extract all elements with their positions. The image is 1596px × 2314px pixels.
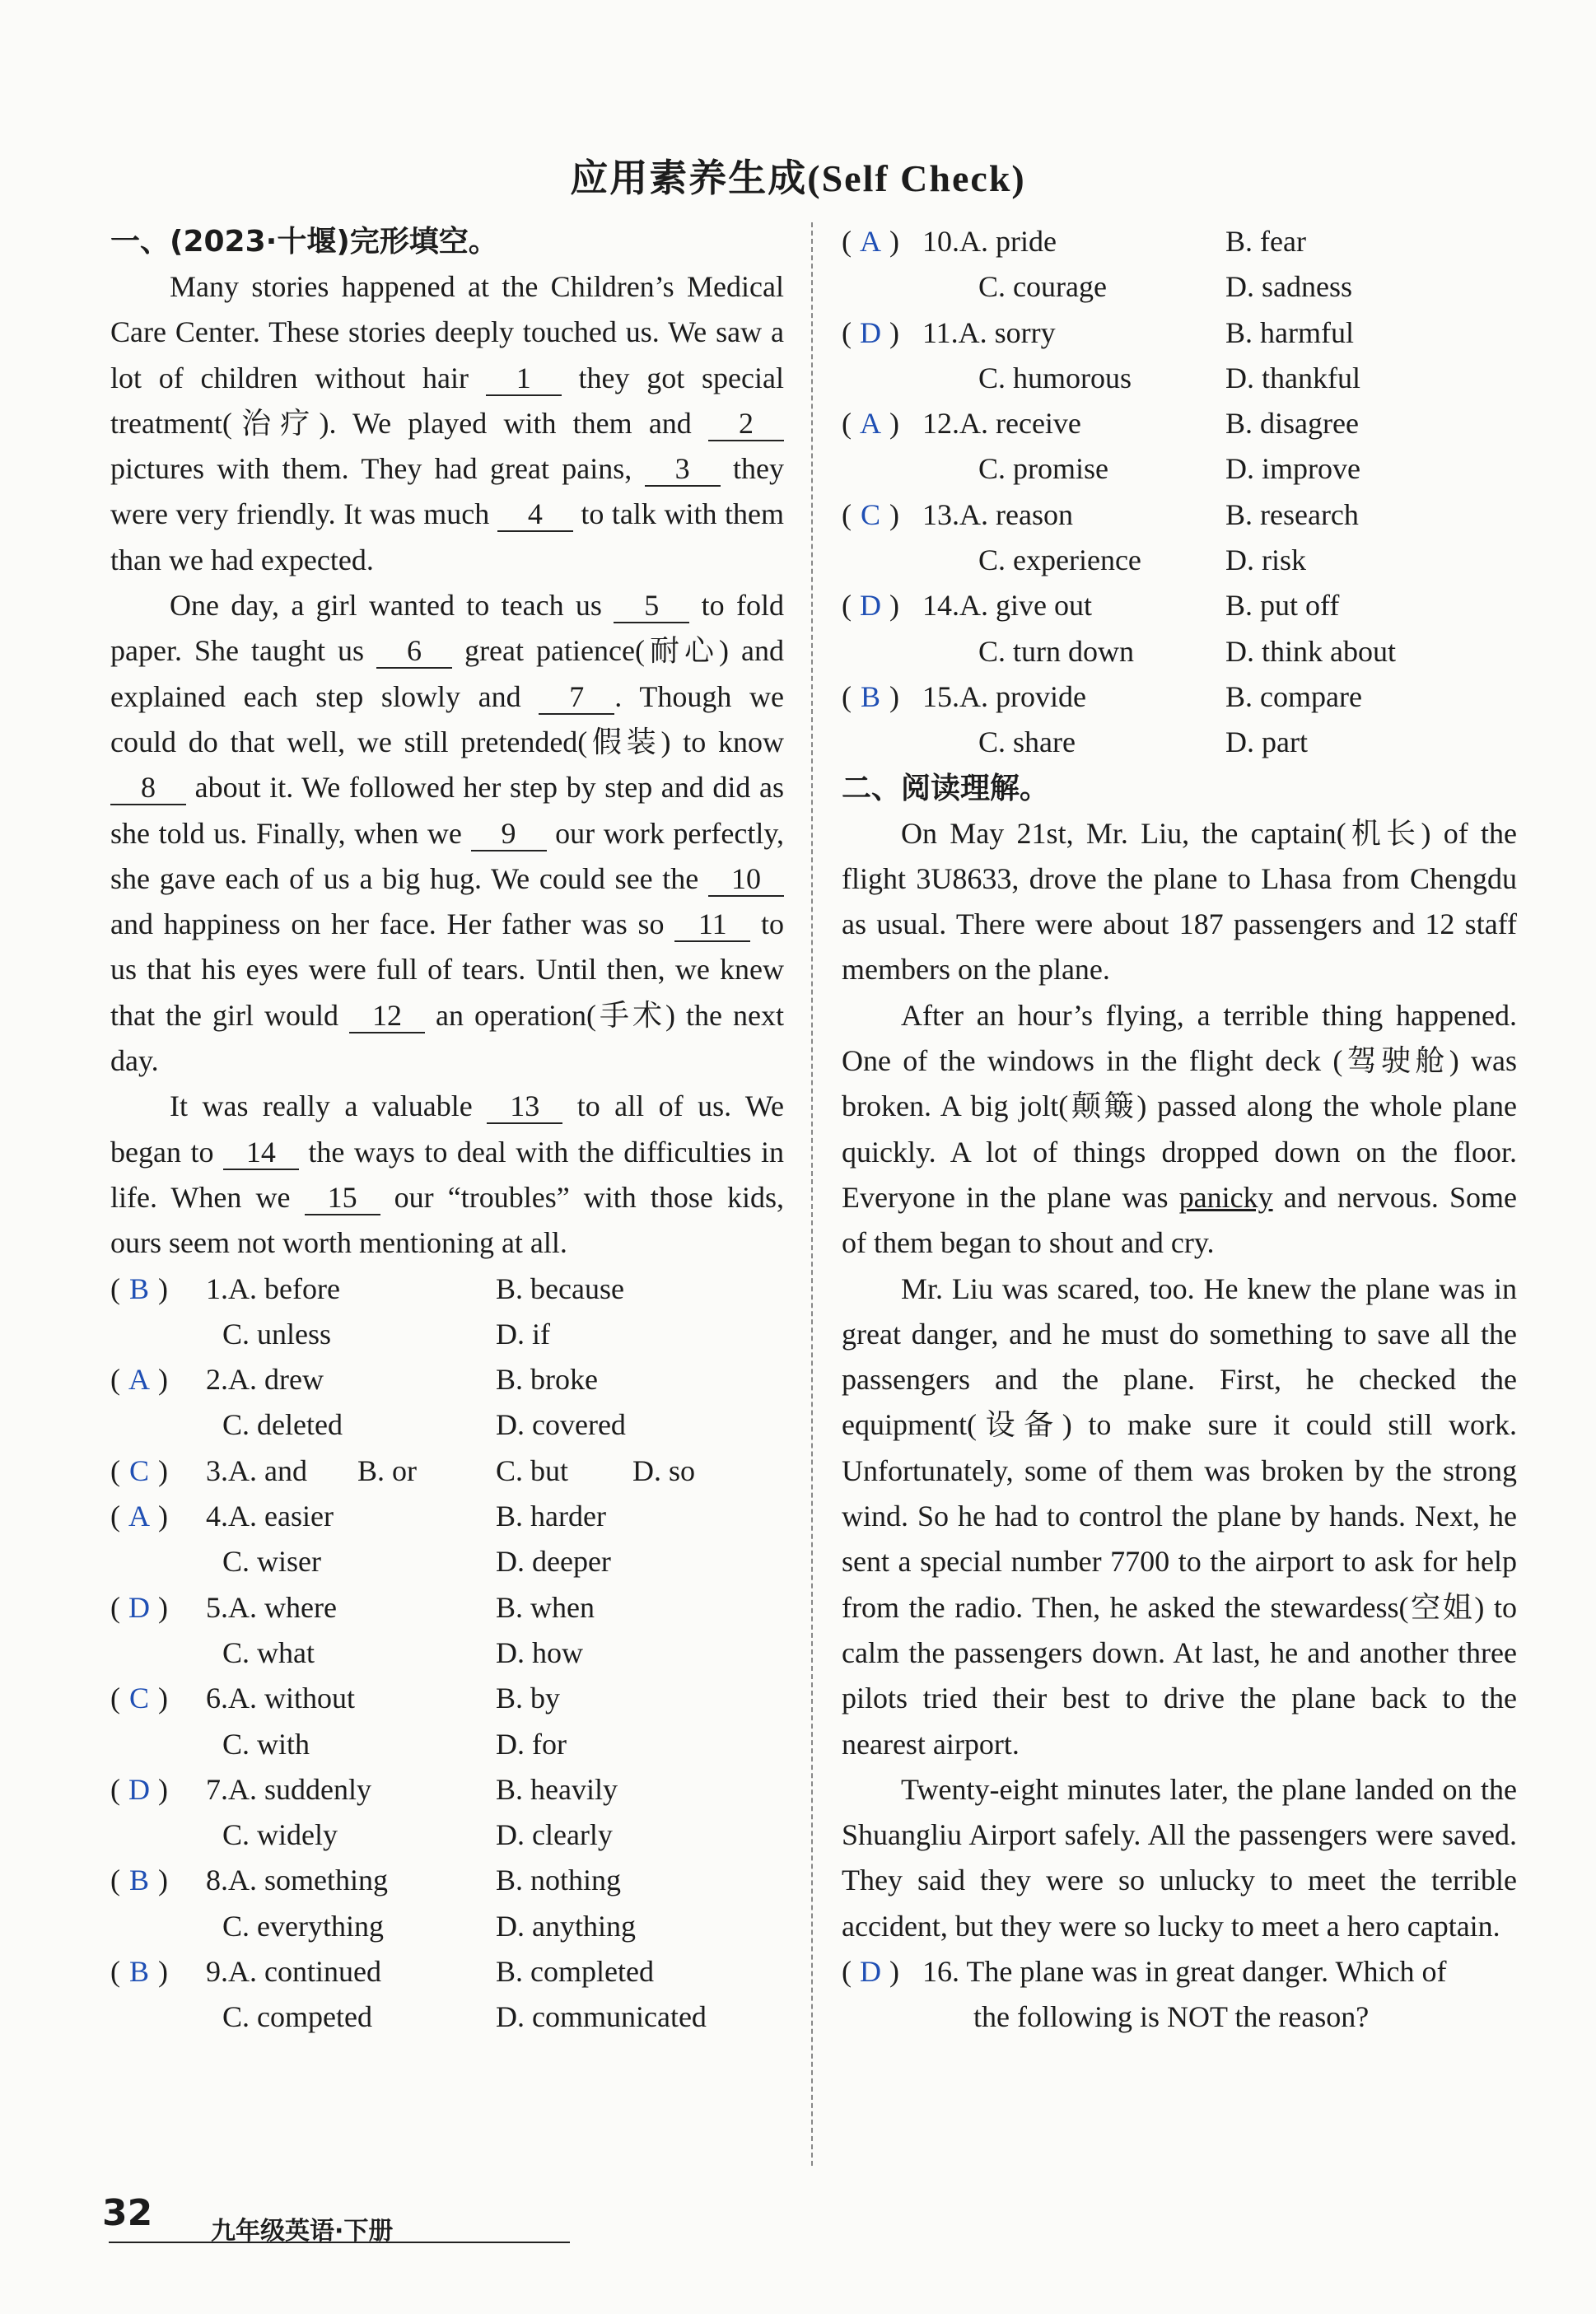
cloze-text: the ways to deal with the difficulties in life. When we	[110, 1135, 784, 1214]
option-d: D. risk	[1225, 544, 1306, 577]
answer-letter: C	[860, 497, 880, 531]
cloze-text: . Though we could do that well, we still pretended(假装) to know	[110, 679, 784, 758]
answer-bracket: ( C )	[110, 1676, 168, 1721]
option-c: C. with	[222, 1727, 310, 1761]
option-c: C. promise	[978, 452, 1108, 486]
question-row	[110, 1949, 784, 1994]
page-footer	[102, 2192, 394, 2246]
question-row	[110, 1676, 784, 1721]
answer-bracket: ( A )	[110, 1357, 168, 1402]
cloze-text: an operation(手术) the next day.	[110, 998, 784, 1078]
question-stem	[206, 1357, 324, 1402]
answer-bracket: ( D )	[842, 583, 899, 628]
cloze-blank[interactable]: 12	[349, 999, 425, 1033]
cloze-text: to all of us. We began to	[110, 1089, 785, 1169]
cloze-blank[interactable]: 14	[223, 1136, 299, 1170]
answer-letter: D	[128, 1772, 150, 1806]
question-row	[842, 674, 1517, 720]
option-a: A. something	[228, 1864, 388, 1897]
question-stem	[206, 1858, 388, 1903]
cloze-passage	[110, 264, 784, 1267]
cloze-text: to talk with them than we had expected.	[110, 497, 784, 576]
cloze-blank[interactable]: 1	[486, 362, 562, 396]
option-c: C. deleted	[222, 1408, 343, 1442]
option-b: B. fear	[1225, 225, 1306, 258]
question-row	[842, 356, 1517, 401]
option-a: A. without	[228, 1682, 356, 1715]
question-number: 4.	[206, 1500, 228, 1533]
cloze-text: It was really a valuable	[170, 1089, 488, 1123]
section1-heading: 一、(2023·十堰)完形填空。	[110, 225, 498, 259]
option-a: A. sorry	[958, 315, 1056, 349]
option-c: C. competed	[222, 2000, 372, 2034]
option-c: C. share	[978, 725, 1076, 759]
option-b: B. because	[496, 1271, 624, 1305]
section2-heading: 二、阅读理解。	[842, 771, 1050, 805]
question-row	[842, 401, 1517, 446]
question-row	[110, 1494, 784, 1539]
option-b: B. nothing	[496, 1864, 622, 1897]
reading-p2-part1: After an hour’s flying, a terrible thing happened. One of the windows in the flight deck (驾驶舱) was broken. A big jolt(颠簸) passed along the whole plane quickly. A lot of things dropped down on the floor. Everyone in the plane was	[842, 998, 1517, 1214]
option-b: B. completed	[496, 1954, 654, 1988]
question-row	[110, 1267, 784, 1312]
question-16-line1: 16. The plane was in great danger. Which of	[922, 1954, 1447, 1988]
cloze-blank[interactable]: 11	[674, 907, 750, 942]
question-row	[110, 1904, 784, 1949]
page-title: 应用素养生成(Self Check)	[570, 157, 1026, 199]
question-number: 15.	[922, 679, 959, 713]
option-a: A. and	[228, 1453, 307, 1487]
answer-letter: A	[128, 1363, 150, 1397]
cloze-blank[interactable]: 7	[539, 680, 614, 715]
answer-bracket: ( A )	[842, 401, 899, 446]
question-stem	[922, 310, 1056, 356]
cloze-blank[interactable]: 10	[708, 862, 784, 897]
cloze-blank[interactable]: 9	[471, 817, 547, 851]
answer-letter: A	[128, 1500, 150, 1533]
cloze-text: to us that his eyes were full of tears. Until then, we knew that the girl would	[110, 907, 784, 1032]
cloze-text: pictures with them. They had great pains,	[110, 452, 645, 486]
page-number: 32	[102, 2192, 153, 2234]
question-stem	[922, 219, 1057, 264]
reading-p2-part2: and nervous. Some of them began to shout and cry.	[842, 1180, 1517, 1260]
option-b: B. when	[496, 1590, 595, 1624]
question-row	[842, 492, 1517, 538]
answer-letter: A	[860, 225, 881, 258]
option-d: D. think about	[1225, 634, 1396, 668]
option-d: D. clearly	[496, 1818, 613, 1852]
answer-bracket: ( A )	[110, 1494, 168, 1539]
question-stem	[206, 1949, 381, 1994]
answer-bracket: ( D )	[842, 310, 899, 356]
question-row	[110, 1402, 784, 1448]
question-number: 11.	[922, 315, 959, 349]
question-number: 12.	[922, 407, 959, 441]
option-a: A. drew	[228, 1363, 324, 1397]
cloze-blank[interactable]: 2	[708, 407, 784, 441]
question-stem	[206, 1767, 371, 1812]
answer-bracket: ( C )	[110, 1449, 168, 1494]
option-c: C. unless	[222, 1317, 332, 1351]
option-c: C. but	[496, 1453, 569, 1487]
option-a: A. before	[228, 1271, 340, 1305]
question-number: 14.	[922, 589, 959, 623]
question-stem	[206, 1676, 355, 1721]
reading-paragraph-4: Twenty-eight minutes later, the plane landed on the Shuangliu Airport safely. All the passengers were saved. They said they were so unlucky to meet the terrible accident, but they were so lucky to meet a hero captain.	[842, 1772, 1517, 1943]
option-d: D. anything	[496, 1909, 636, 1943]
reading-paragraph-1: On May 21st, Mr. Liu, the captain(机长) of the flight 3U8633, drove the plane to Lhasa from Chengdu as usual. There were about 187 passengers and 12 staff members on the plane.	[842, 816, 1517, 987]
question-row	[110, 1631, 784, 1676]
question-row	[110, 1357, 784, 1402]
answer-letter: D	[860, 1954, 881, 1988]
question-row	[110, 1994, 784, 2040]
answer-bracket: ( B )	[110, 1267, 168, 1312]
cloze-blank[interactable]: 8	[110, 771, 186, 805]
cloze-blank[interactable]: 4	[497, 497, 573, 532]
underlined-word: panicky	[1178, 1180, 1273, 1214]
question-16-line2: the following is NOT the reason?	[973, 2000, 1370, 2034]
option-c: C. courage	[978, 270, 1107, 304]
cloze-text: they got special treatment(治疗). We played with them and	[110, 361, 784, 440]
option-a: A. easier	[228, 1500, 334, 1533]
question-number: 5.	[206, 1590, 228, 1624]
option-c: C. turn down	[978, 634, 1134, 668]
reading-paragraph-2	[842, 993, 1517, 1267]
option-d: D. covered	[496, 1408, 626, 1442]
cloze-text: to fold paper. She taught us	[110, 589, 784, 668]
option-a: A. pride	[959, 225, 1057, 258]
answer-bracket: ( D )	[110, 1767, 168, 1812]
option-d: D. improve	[1225, 452, 1360, 486]
question-row	[842, 446, 1517, 492]
question-number: 7.	[206, 1772, 228, 1806]
option-a: A. suddenly	[228, 1772, 371, 1806]
option-d: D. how	[496, 1635, 583, 1669]
option-b: B. heavily	[496, 1772, 618, 1806]
question-number: 9.	[206, 1954, 228, 1988]
footer-rule	[109, 2242, 570, 2243]
question-row	[110, 1812, 784, 1858]
option-d: D. so	[632, 1453, 696, 1487]
cloze-blank[interactable]: 3	[645, 452, 721, 487]
option-d: D. sadness	[1225, 270, 1352, 304]
cloze-blank[interactable]: 6	[376, 634, 452, 669]
question-number: 8.	[206, 1864, 228, 1897]
cloze-text: about it. We followed her step by step and did as she told us. Finally, when we	[110, 771, 784, 850]
answer-letter: B	[128, 1954, 149, 1988]
question-row	[842, 538, 1517, 583]
option-b: B. disagree	[1225, 407, 1359, 441]
cloze-paragraph	[110, 264, 784, 583]
cloze-text: and happiness on her face. Her father was so	[110, 907, 675, 941]
question-number: 6.	[206, 1682, 228, 1715]
question-row	[842, 219, 1517, 264]
question-row	[842, 264, 1517, 310]
question-row	[110, 1858, 784, 1903]
question-row	[110, 1585, 784, 1631]
option-a: A. give out	[959, 589, 1092, 623]
answer-bracket: ( D )	[110, 1585, 168, 1631]
option-c: C. what	[222, 1635, 315, 1669]
option-a: A. reason	[959, 497, 1073, 531]
right-column	[842, 219, 1517, 2041]
option-c: C. widely	[222, 1818, 338, 1852]
question-stem	[922, 492, 1073, 538]
question-stem	[922, 401, 1081, 446]
option-a: A. continued	[228, 1954, 381, 1988]
answer-bracket: ( B )	[842, 674, 899, 720]
option-b: B. broke	[496, 1363, 598, 1397]
question-stem	[206, 1494, 334, 1539]
question-number: 10.	[922, 225, 959, 258]
cloze-questions-right	[842, 219, 1517, 766]
option-b: B. put off	[1225, 589, 1340, 623]
answer-letter: B	[128, 1271, 149, 1305]
answer-bracket: ( B )	[110, 1858, 168, 1903]
cloze-text: our “troubles” with those kids, ours seem not worth mentioning at all.	[110, 1180, 784, 1260]
cloze-text: great patience(耐心) and explained each step slowly and	[110, 634, 784, 713]
option-c: C. everything	[222, 1909, 384, 1943]
question-row	[842, 310, 1517, 356]
cloze-text: our work perfectly, she gave each of us a big hug. We could see the	[110, 816, 784, 895]
answer-letter: A	[860, 407, 881, 441]
option-c: C. humorous	[978, 361, 1132, 394]
question-stem	[206, 1449, 307, 1494]
cloze-text: they were very friendly. It was much	[110, 452, 784, 531]
question-stem	[922, 674, 1086, 720]
question-row	[110, 1312, 784, 1357]
question-number: 13.	[922, 497, 959, 531]
question-number: 3.	[206, 1453, 228, 1487]
cloze-questions-left	[110, 1267, 784, 2041]
question-row	[842, 583, 1517, 628]
option-b: B. or	[357, 1453, 417, 1487]
cloze-blank[interactable]: 5	[614, 589, 689, 623]
option-d: D. communicated	[496, 2000, 707, 2034]
option-d: D. deeper	[496, 1545, 611, 1579]
answer-letter: B	[128, 1864, 149, 1897]
question-stem	[206, 1267, 340, 1312]
question-row	[110, 1449, 784, 1494]
answer-letter: D	[128, 1590, 150, 1624]
option-c: C. experience	[978, 544, 1141, 577]
column-divider	[811, 222, 813, 2166]
cloze-text: Many stories happened at the Children’s Medical Care Center. These stories deeply touched us. We saw a lot of children without hair	[110, 270, 784, 394]
question-row	[110, 1767, 784, 1812]
question-16	[842, 1949, 1517, 2041]
question-row	[110, 1539, 784, 1584]
answer-letter: B	[860, 679, 880, 713]
cloze-text: One day, a girl wanted to teach us	[170, 589, 614, 623]
option-c: C. wiser	[222, 1545, 321, 1579]
left-column	[110, 219, 784, 2041]
option-d: D. thankful	[1225, 361, 1360, 394]
cloze-paragraph	[110, 583, 784, 1084]
cloze-paragraph	[110, 1084, 784, 1266]
question-row	[842, 629, 1517, 674]
answer-bracket: ( A )	[842, 219, 899, 264]
question-number: 1.	[206, 1271, 228, 1305]
option-d: D. for	[496, 1727, 567, 1761]
answer-letter: D	[860, 589, 881, 623]
question-row	[842, 720, 1517, 765]
option-a: A. receive	[959, 407, 1081, 441]
option-b: B. harder	[496, 1500, 606, 1533]
answer-letter: C	[128, 1682, 149, 1715]
option-b: B. compare	[1225, 679, 1362, 713]
option-d: D. part	[1225, 725, 1308, 759]
book-title: 九年级英语·下册	[211, 2217, 394, 2246]
answer-letter: D	[860, 315, 881, 349]
question-number: 2.	[206, 1363, 228, 1397]
option-d: D. if	[496, 1317, 550, 1351]
answer-bracket: ( B )	[110, 1949, 168, 1994]
option-a: A. where	[228, 1590, 337, 1624]
question-stem	[206, 1585, 337, 1631]
question-row	[110, 1722, 784, 1767]
option-b: B. research	[1225, 497, 1359, 531]
cloze-blank[interactable]: 13	[487, 1089, 562, 1124]
option-b: B. harmful	[1225, 315, 1354, 349]
option-b: B. by	[496, 1682, 561, 1715]
reading-paragraph-3: Mr. Liu was scared, too. He knew the plane was in great danger, and he must do something to save all the passengers and the plane. First, he checked the equipment(设备) to make sure it could still work. Unfortunately, some of them was broken by the strong wind. So he had to control the plane by hands. Next, he sent a special number 7700 to the airport to ask for help from the radio. Then, he asked the stewardess(空姐) to calm the passengers down. At last, he and another three pilots tried their best to drive the plane back to the nearest airport.	[842, 1271, 1517, 1761]
answer-bracket: ( C )	[842, 492, 899, 538]
option-a: A. provide	[959, 679, 1086, 713]
answer-bracket: ( D )	[842, 1949, 899, 1994]
answer-letter: C	[128, 1453, 149, 1487]
cloze-blank[interactable]: 15	[305, 1181, 380, 1215]
question-stem	[922, 583, 1092, 628]
